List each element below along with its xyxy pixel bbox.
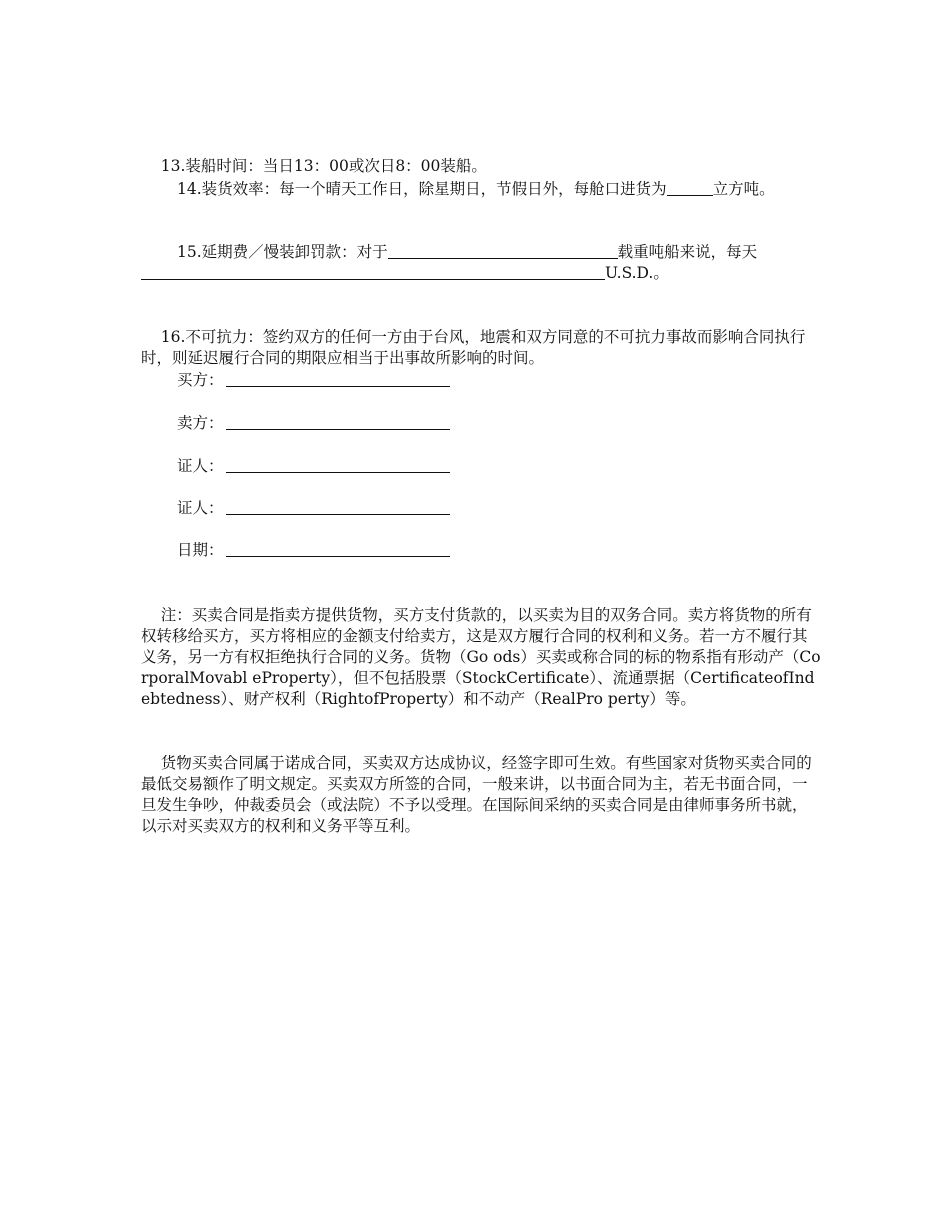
clause-15-blank-tonnage bbox=[388, 242, 618, 259]
signature-date-line bbox=[226, 540, 450, 557]
clause-16-text: 16.不可抗力：签约双方的任何一方由于台风，地震和双方同意的不可抗力事故而影响合同执行时，则延迟履行合同的期限应相当于出事故所影响的时间。 bbox=[141, 328, 806, 367]
signature-witness-1 bbox=[177, 456, 450, 477]
clause-15-post: U.S.D.。 bbox=[605, 264, 669, 282]
signature-witness-1-label: 证人： bbox=[177, 457, 224, 475]
signature-date bbox=[177, 540, 450, 561]
clause-15-blank-amount bbox=[141, 263, 605, 280]
clause-14-post: 立方吨。 bbox=[712, 180, 775, 198]
note-paragraph-1 bbox=[141, 584, 821, 731]
clause-15 bbox=[141, 242, 821, 284]
signature-date-label: 日期： bbox=[177, 541, 224, 559]
clause-14-blank bbox=[667, 179, 713, 196]
clause-15-mid: 载重吨船来说，每天 bbox=[617, 243, 758, 261]
signature-witness-2-line bbox=[226, 498, 450, 515]
signature-buyer bbox=[177, 370, 450, 391]
note-paragraph-2 bbox=[141, 732, 821, 858]
signature-buyer-label: 买方： bbox=[177, 371, 224, 389]
clause-13-text: 13.装船时间：当日13：00或次日8：00装船。 bbox=[160, 157, 487, 175]
clause-14 bbox=[141, 179, 821, 200]
clause-15-pre: 15.延期费／慢装卸罚款：对于 bbox=[177, 243, 388, 261]
signature-seller-line bbox=[226, 413, 450, 430]
note-paragraph-1-text: 注：买卖合同是指卖方提供货物，买方支付货款的，以买卖为目的双务合同。卖方将货物的所有权转移给买方，买方将相应的金额支付给卖方，这是双方履行合同的权利和义务。若一方不履行其义务，另一方有权拒绝执行合同的义务。货物（Go ods）买卖或称合同的标的物系指有形动产（CorporalMovabl eProperty），但不包括股票（StockCertificate）、流通票据（CertificateofIndebtedness）、财产权利（RightofProperty）和不动产（RealPro perty）等。 bbox=[141, 606, 821, 708]
signature-witness-2 bbox=[177, 498, 450, 519]
signature-witness-1-line bbox=[226, 456, 450, 473]
signature-seller-label: 卖方： bbox=[177, 414, 224, 432]
signature-seller bbox=[177, 413, 450, 434]
note-paragraph-2-text: 货物买卖合同属于诺成合同，买卖双方达成协议，经签字即可生效。有些国家对货物买卖合同的最低交易额作了明文规定。买卖双方所签的合同，一般来讲，以书面合同为主，若无书面合同，一旦发生争吵，仲裁委员会（或法院）不予以受理。在国际间采纳的买卖合同是由律师事务所书就，以示对买卖双方的权利和义务平等互利。 bbox=[141, 754, 812, 835]
clause-14-pre: 14.装货效率：每一个晴天工作日，除星期日，节假日外，每舱口进货为 bbox=[177, 180, 667, 198]
signature-buyer-line bbox=[226, 370, 450, 387]
signature-witness-2-label: 证人： bbox=[177, 499, 224, 517]
